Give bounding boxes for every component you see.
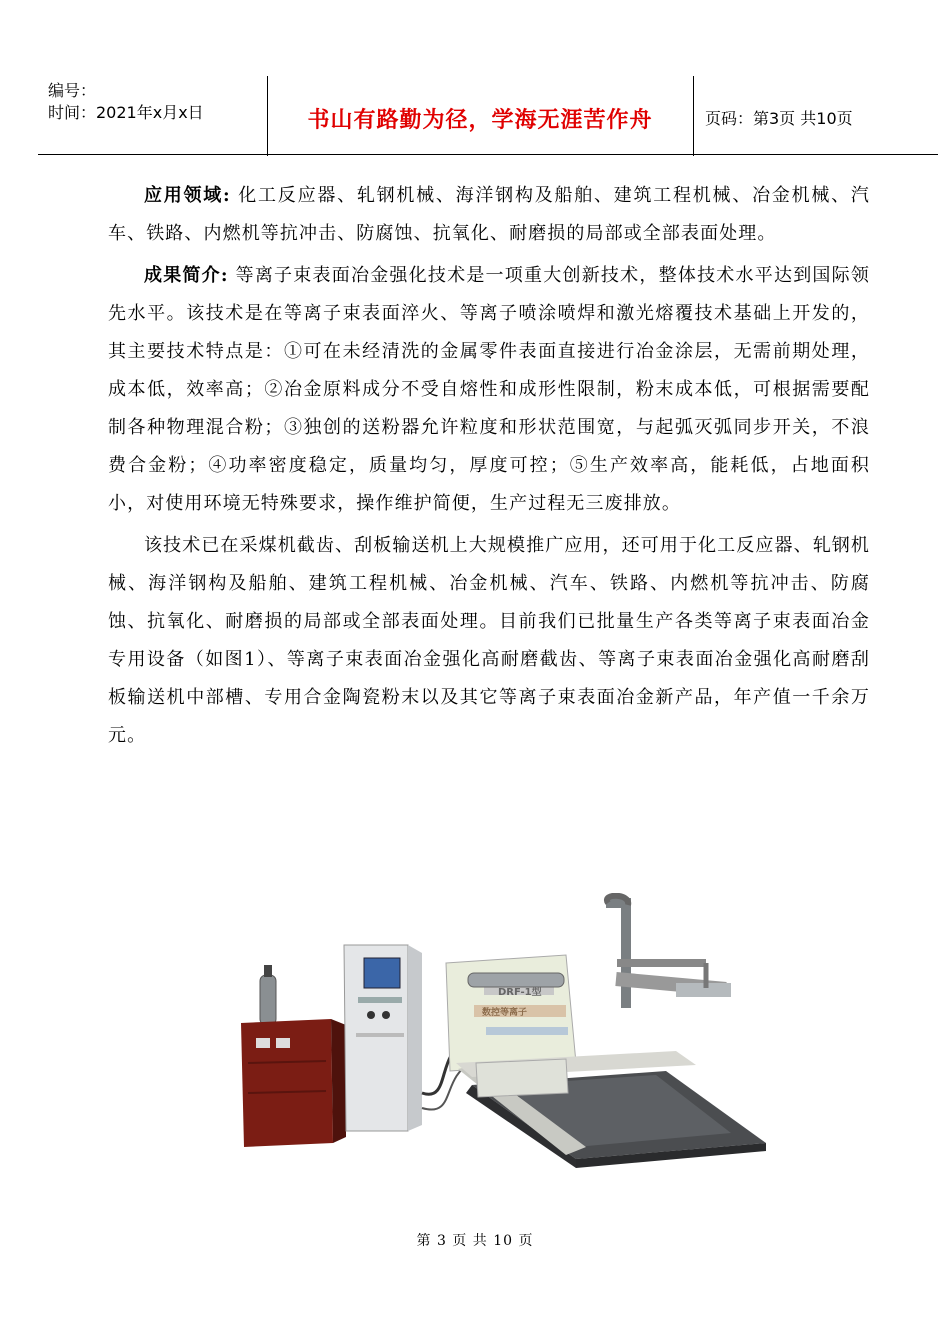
equipment-photo <box>236 893 766 1173</box>
header-rule <box>38 154 938 155</box>
document-number-label: 编号： <box>48 81 97 100</box>
application-text: 化工反应器、轧钢机械、海洋钢构及船舶、建筑工程机械、冶金机械、汽车、铁路、内燃机等抗冲击、防腐蚀、抗氧化、耐磨损的局部或全部表面处理。 <box>108 185 870 244</box>
machine-label: DRF-1型 <box>498 987 542 998</box>
document-date: 时间：2021年x月x日 <box>48 103 204 122</box>
header-divider-right <box>693 76 694 156</box>
paragraph-summary <box>108 257 870 523</box>
document-body <box>108 177 870 759</box>
summary-label: 成果简介: <box>144 265 229 286</box>
paragraph-usage: 该技术已在采煤机截齿、刮板输送机上大规模推广应用，还可用于化工反应器、轧钢机械、海洋钢构及船舶、建筑工程机械、冶金机械、汽车、铁路、内燃机等抗冲击、防腐蚀、抗氧化、耐磨损的局部或全部表面处理。目前我们已批量生产各类等离子束表面冶金专用设备（如图1）、等离子束表面冶金强化高耐磨截齿、等离子束表面冶金强化高耐磨刮板输送机中部槽、专用合金陶瓷粉末以及其它等离子束表面冶金新产品，年产值一千余万元。 <box>108 535 870 746</box>
summary-text: 等离子束表面冶金强化技术是一项重大创新技术，整体技术水平达到国际领先水平。该技术是在等离子束表面淬火、等离子喷涂喷焊和激光熔覆技术基础上开发的，其主要技术特点是：①可在未经清洗的金属零件表面直接进行冶金涂层，无需前期处理，成本低，效率高；②冶金原料成分不受自熔性和成形性限制，粉末成本低，可根据需要配制各种物理混合粉；③独创的送粉器允许粒度和形状范围宽，与起弧灭弧同步开关，不浪费合金粉；④功率密度稳定，质量均匀，厚度可控；⑤生产效率高，能耗低，占地面积小，对使用环境无特殊要求，操作维护简便，生产过程无三废排放。 <box>108 265 870 514</box>
header-motto: 书山有路勤为径，学海无涯苦作舟 <box>307 108 653 133</box>
page-footer: 第 3 页 共 10 页 <box>416 1233 534 1249</box>
header-page-info: 页码：第3页 共10页 <box>705 109 853 128</box>
application-label: 应用领域: <box>144 185 231 206</box>
machine-subtitle: 数控等离子 <box>482 1008 528 1018</box>
paragraph-application <box>108 177 870 253</box>
document-header <box>38 76 938 156</box>
header-meta <box>48 80 204 124</box>
